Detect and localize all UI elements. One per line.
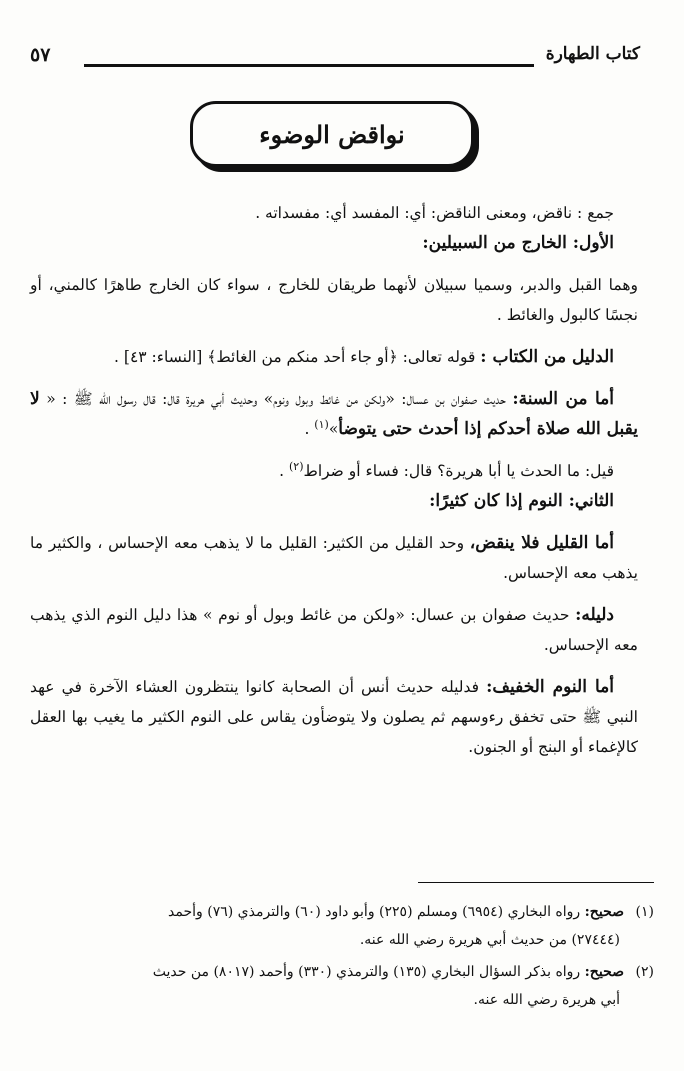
paragraph-two-passages: وهما القبل والدبر، وسميا سبيلان لأنهما طريقان للخارج ، سواء كان الخارج طاهرًا كالمني، أو نجسًا كالبول والغائط . — [30, 276, 638, 324]
footnote-1-grade: صحيح: — [584, 904, 624, 920]
footnote-ref-2[interactable]: (٢) — [288, 459, 304, 473]
light-sleep-text: وحد القليل من الكثير: القليل ما لا يذهب معه الإحساس ، والكثير ما يذهب معه الإحساس. — [30, 534, 638, 582]
footnote-2-grade: صحيح: — [584, 964, 624, 980]
chapter-title: نواقض الوضوء — [259, 119, 405, 149]
paragraph-definition: جمع : ناقض، ومعنى الناقض: أي: المفسد أي: مفسداته . — [255, 204, 614, 222]
footnote-2 — [30, 958, 654, 1014]
quran-evidence-text: قوله تعالى: ﴿أو جاء أحد منكم من الغائط﴾ [النساء: ٤٣] . — [114, 348, 481, 366]
paragraph-sleep-evidence — [30, 600, 638, 660]
paragraph-question — [30, 456, 638, 486]
heading-second-nullifier: الثاني: النوم إذا كان كثيرًا: — [429, 491, 614, 511]
footnote-1-line2: (٢٧٤٤٤) من حديث أبي هريرة رضي الله عنه. — [359, 932, 620, 948]
question-text: قيل: ما الحدث يا أبا هريرة؟ قال: فساء أو ضراط — [303, 462, 614, 480]
sleep-evidence-text: حديث صفوان بن عسال: «ولكن من غائط وبول أو نوم » هذا دليل النوم الذي يذهب معه الإحساس. — [30, 606, 638, 654]
hadith-close: » — [328, 420, 339, 438]
sleep-evidence-lead: دليله: — [575, 605, 614, 625]
footnote-1-number: (١) — [635, 904, 654, 920]
question-end: . — [279, 462, 289, 480]
body-text — [30, 198, 638, 762]
footnote-1 — [30, 898, 654, 954]
paragraph-quran-evidence — [30, 342, 638, 372]
chapter-title-box — [190, 101, 474, 167]
paragraph-sunnah-evidence — [30, 384, 638, 444]
header-rule — [84, 64, 534, 67]
page-number: ٥٧ — [30, 44, 51, 66]
paragraph-light-sleep-evidence — [30, 672, 638, 762]
quran-evidence-lead: الدليل من الكتاب : — [480, 347, 614, 367]
footnote-1-line1: رواه البخاري (٦٩٥٤) ومسلم (٢٢٥) وأبو داود (٦٠) والترمذي (٧٦) وأحمد — [168, 904, 585, 920]
light-sleep-evidence-text: فدليله حديث أنس أن الصحابة كانوا ينتظرون العشاء الآخرة في عهد النبي ﷺ حتى تخفق رءوسهم ثم يصلون ولا يتوضأون يقاس على النوم الكثير ما يغيب بها العقل كالإغماء أو البنج أو الجنون. — [30, 678, 638, 756]
footnote-rule — [418, 882, 654, 883]
footnote-2-line2: أبي هريرة رضي الله عنه. — [473, 992, 620, 1008]
footnote-2-line1: رواه بذكر السؤال البخاري (١٣٥) والترمذي (٣٣٠) وأحمد (٨٠١٧) من حديث — [152, 964, 585, 980]
sunnah-evidence-text: حديث صفوان بن عسال: «ولكن من غائط وبول ونوم» وحديث أبي هريرة قال: قال رسول الله ﷺ : « — [39, 390, 513, 408]
heading-first-nullifier: الأول: الخارج من السبيلين: — [422, 233, 614, 253]
light-sleep-evidence-lead: أما النوم الخفيف: — [486, 677, 614, 697]
light-sleep-lead: أما القليل فلا ينقض، — [469, 533, 614, 553]
footnotes — [30, 898, 654, 1018]
paragraph-light-sleep-rule — [30, 528, 638, 588]
footnote-ref-1[interactable]: (١) — [314, 417, 329, 431]
sunnah-evidence-lead: أما من السنة: — [512, 389, 615, 409]
running-title: كتاب الطهارة — [545, 44, 640, 64]
footnote-2-number: (٢) — [635, 964, 654, 980]
sunnah-evidence-end: . — [304, 420, 315, 438]
hadith-quote: لا يقبل الله صلاة أحدكم إذا أحدث حتى يتوضأ — [30, 389, 638, 439]
